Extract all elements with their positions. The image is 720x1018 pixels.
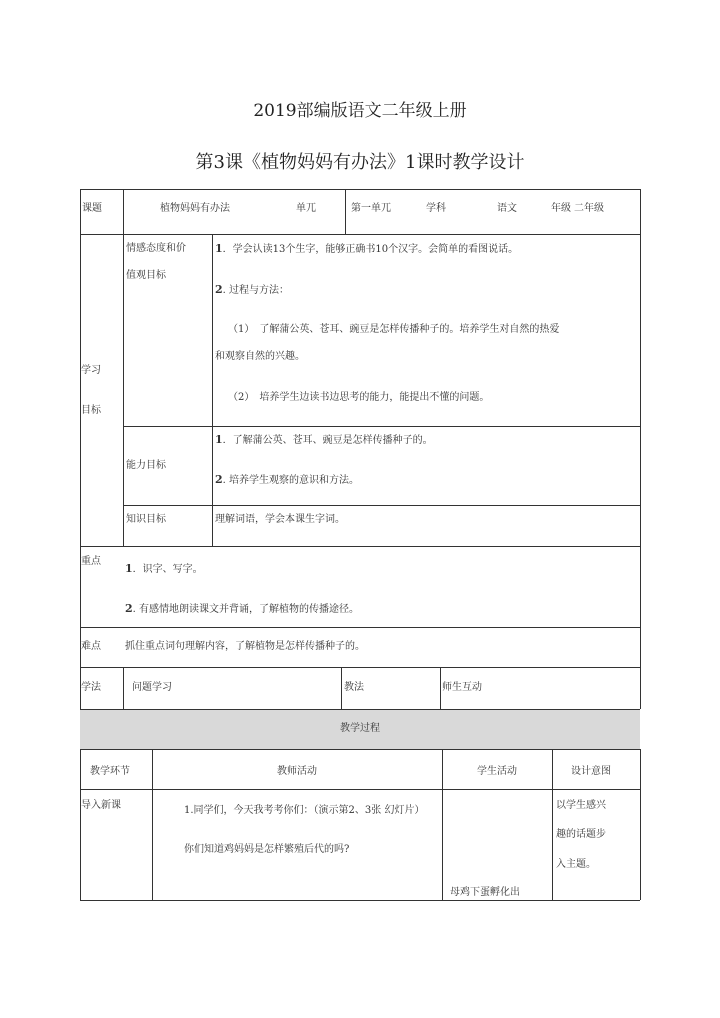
column-header-student: 学生活动: [477, 766, 517, 777]
table-rule: [80, 709, 640, 710]
knowledge-goal-label: 知识目标: [126, 514, 166, 525]
emotion-goal-item-1: 1．学会认读13个生字，能够正确书10个汉字。会简单的看图说话。: [215, 242, 519, 255]
emotion-goal-item-4: （2） 培养学生边读书边思考的能力，能提出不懂的问题。: [228, 392, 490, 403]
table-rule: [123, 505, 640, 506]
column-header-intent: 设计意图: [571, 766, 611, 777]
difficulty-text: 抓住重点词句理解内容，了解植物是怎样传播种子的。: [125, 641, 365, 652]
grade-value: 二年级: [574, 203, 604, 214]
emotion-goal-item-2: 2. 过程与方法：: [215, 283, 290, 296]
lesson-value: 植物妈妈有办法: [160, 203, 230, 214]
knowledge-goal-text: 理解词语，学会本课生字词。: [215, 514, 345, 525]
subject-label: 学科: [426, 203, 446, 214]
table-rule: [80, 189, 81, 709]
lesson-label: 课题: [82, 203, 102, 214]
table-rule: [80, 667, 640, 668]
table-rule: [440, 667, 441, 709]
table-rule: [123, 189, 124, 547]
table-rule: [80, 749, 640, 750]
intent-line1: 以学生感兴: [556, 800, 606, 811]
learning-method-label: 学法: [81, 682, 101, 693]
table-rule: [552, 749, 553, 900]
emotion-goal-label-line1: 情感态度和价: [126, 243, 186, 254]
intent-line3: 入主题。: [556, 859, 596, 870]
lesson-title: 第3课《植物妈妈有办法》1课时教学设计: [195, 152, 525, 173]
table-rule: [212, 234, 213, 547]
column-header-teacher: 教师活动: [277, 766, 317, 777]
table-rule: [123, 667, 124, 709]
key-point-item-1: 1．识字、写字。: [125, 562, 203, 575]
table-rule: [80, 234, 640, 235]
emotion-goal-label-line2: 值观目标: [126, 270, 166, 281]
column-header-stage: 教学环节: [90, 766, 130, 777]
table-rule: [640, 189, 641, 709]
table-rule: [640, 749, 641, 900]
table-rule: [442, 749, 443, 900]
table-rule: [345, 189, 346, 234]
emotion-goal-item-3-line1: （1） 了解蒲公英、苍耳、豌豆是怎样传播种子的。培养学生对自然的热爱: [228, 324, 560, 335]
process-heading: 教学过程: [340, 723, 380, 734]
table-rule: [80, 900, 640, 901]
emotion-goal-item-3-line2: 和观察自然的兴趣。: [215, 351, 305, 362]
subject-value: 语文: [497, 203, 517, 214]
teacher-activity-line1: 1.同学们，今天我考考你们：（演示第2、3张 幻灯片）: [184, 805, 425, 816]
key-points-label: 重点: [81, 556, 101, 567]
table-rule: [152, 749, 153, 900]
goals-label-line2: 目标: [81, 405, 101, 416]
ability-goal-item-1: 1．了解蒲公英、苍耳、豌豆是怎样传播种子的。: [215, 433, 433, 446]
unit-label: 单兀: [296, 203, 316, 214]
learning-method-value: 问题学习: [132, 682, 172, 693]
grade-label: 年级: [551, 203, 571, 214]
teaching-method-value: 师生互动: [442, 682, 482, 693]
table-rule: [123, 426, 640, 427]
table-rule: [80, 789, 640, 790]
teacher-activity-line2: 你们知道鸡妈妈是怎样繁殖后代的吗?: [184, 844, 350, 855]
ability-goal-label: 能力目标: [126, 460, 166, 471]
table-rule: [80, 627, 640, 628]
table-rule: [341, 667, 342, 709]
stage-cell: 导入新课: [81, 800, 121, 811]
key-point-item-2: 2. 有感情地朗读课文并背诵，了解植物的传播途径。: [125, 602, 360, 615]
table-rule: [80, 749, 81, 900]
student-activity: 母鸡下蛋孵化出: [450, 887, 520, 898]
ability-goal-item-2: 2. 培养学生观察的意识和方法。: [215, 473, 360, 486]
teaching-method-label: 教法: [344, 682, 364, 693]
intent-line2: 趣的话题步: [556, 829, 606, 840]
goals-label-line1: 学习: [81, 365, 101, 376]
table-rule: [80, 546, 640, 547]
table-rule: [80, 189, 640, 190]
unit-value: 第一单兀: [351, 203, 391, 214]
document-title: 2019部编版语文二年级上册: [253, 101, 467, 121]
difficulty-label: 难点: [81, 641, 101, 652]
